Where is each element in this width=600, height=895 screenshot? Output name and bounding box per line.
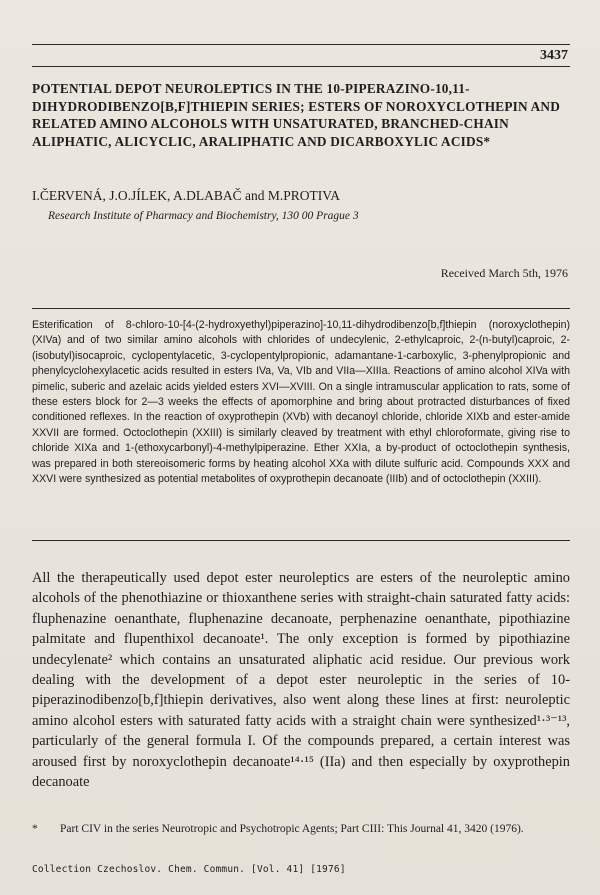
authors: I.ČERVENÁ, J.O.JÍLEK, A.DLABAČ and M.PROTIVA [32, 188, 341, 203]
header-rule-top [32, 44, 570, 45]
journal-footer: Collection Czechoslov. Chem. Commun. [Vol. 41] [1976] [32, 864, 346, 875]
abstract: Esterification of 8-chloro-10-[4-(2-hydroxyethyl)piperazino]-10,11-dihydrodibenzo[b,f]thiepin (noroxyclothepin) (XIVa) and of two similar amino alcohols with chlorides of undecylenic, 2-ethylcaproic, 2-(n-butyl)caproic, 2-(isobutyl)isocaproic, cyclopentylacetic, 3-cyclopentylpropionic, adamantane-1-carboxylic, 3-phenylpropionic and phenylcyclohexylacetic acids resulted in esters IVa, Va, VIb and VIIa—XIIIa. Reactions of amino alcohol XIVa with pimelic, suberic and azelaic acids yielded esters XVI—XVIII. On a single intramuscular application to rats, some of these esters block for 2—3 weeks the effects of apomorphine and bring about protracted disturbances of fixed conditioned reflexes. In the reaction of oxyprothepin (XVb) with decanoyl chloride, chloride XIXb and ester-amide XXVII are formed. Octoclothepin (XXIII) is similarly cleaved by treatment with ethyl chloroformate, giving rise to chloride XIXa and 1-(ethoxycarbonyl)-4-methylpiperazine. Ether XXIa, a by-product of octoclothepin synthesis, was prepared in both stereoisomeric forms by heating alcohol XXa with dilute sulfuric acid. Compounds XXX and XXVI were synthesized as potential metabolites of oxyprothepin decanoate (IIIb) and of octoclothepin (XXIII). [32, 319, 570, 486]
received-date: Received March 5th, 1976 [440, 266, 568, 280]
footnote-text: Part CIV in the series Neurotropic and Psychotropic Agents; Part CIII: This Journal 41, 3420 (1976). [60, 823, 524, 835]
footnote [32, 822, 570, 837]
article-title: POTENTIAL DEPOT NEUROLEPTICS IN THE 10-PIPERAZINO-10,11-DIHYDRODIBENZO[B,F]THIEPIN SERIES; ESTERS OF NOROXYCLOTHEPIN AND RELATED AMINO ALCOHOLS WITH UNSATURATED, BRANCHED-CHAIN ALIPHATIC, ALICYCLIC, ARALIPHATIC AND DICARBOXYLIC ACIDS* [32, 81, 561, 149]
affiliation: Research Institute of Pharmacy and Biochemistry, 130 00 Prague 3 [48, 210, 359, 222]
abstract-rule-top [32, 308, 570, 309]
header-rule-bottom [32, 66, 570, 67]
page-number: 3437 [540, 48, 568, 63]
footnote-mark: * [32, 823, 38, 835]
body-text: All the therapeutically used depot ester neuroleptics are esters of the neuroleptic amino alcohols of the phenothiazine or thioxanthene series with straight-chain saturated fatty acids: fluphenazine oenanthate, fluphenazine decanoate, perphenazine oenanthate, pipothiazine palmitate and flupenthixol decanoate¹. The only exception is formed by pipothiazine undecylenate² which contains an unsaturated aliphatic acid residue. Our previous work dealing with the development of a depot ester neuroleptic in the series of 10-piperazinodibenzo[b,f]thiepin derivatives, also went along these lines at first: neuroleptic amino alcohol esters with saturated fatty acids with a straight chain were synthesized¹·³⁻¹³, particularly of the general formula I. Of the compounds prepared, a certain interest was aroused first by noroxyclothepin decanoate¹⁴·¹⁵ (IIa) and then especially by oxyprothepin decanoate [32, 570, 570, 791]
abstract-rule-bottom [32, 540, 570, 541]
